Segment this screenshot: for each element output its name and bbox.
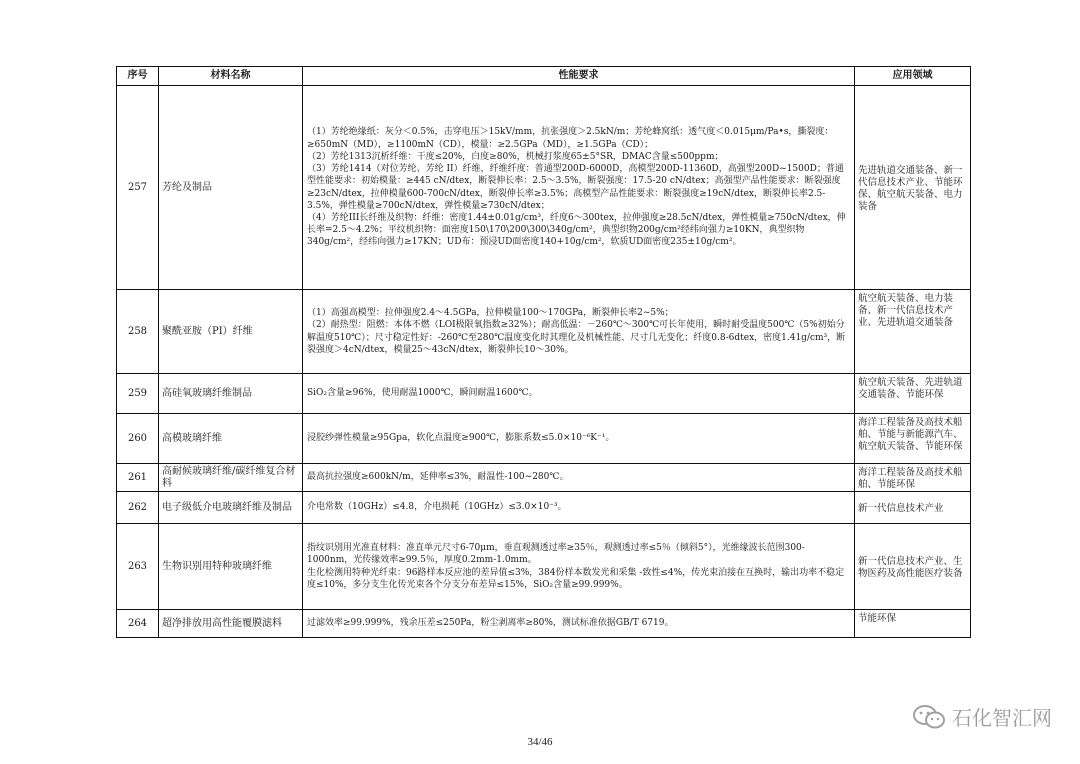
table-row: [117, 464, 971, 492]
row-number: 262: [117, 492, 159, 524]
watermark: [912, 702, 1052, 731]
material-name: 高耐候玻璃纤维/碳纤维复合材料: [159, 464, 303, 492]
performance-text: 最高抗拉强度≥600kN/m，延伸率≤3%，耐温性-100~280℃。: [303, 464, 855, 492]
material-name: 生物识别用特种玻璃纤维: [159, 524, 303, 610]
material-name: 高硅氧玻璃纤维制品: [159, 374, 303, 414]
req-line: （2）芳纶1313沉析纤维：干度≤20%，白度≥80%，机械打浆度65±5°SR，DMAC含量≤500ppm；: [307, 151, 724, 162]
row-number: 263: [117, 524, 159, 610]
req-line: 指纹识别用光准直材料：准直单元尺寸6-70μm，垂直观测透过率≥35％，观测透过率≤5％（倾斜5°），光维缘波长范围300-1000nm，光传缘效率≥99.5％，厚度0.2mm-1.0mm。: [307, 543, 805, 566]
performance-text: SiO₂含量≥96%，使用耐温1000℃，瞬间耐温1600℃。: [303, 374, 855, 414]
performance-text: [303, 290, 855, 374]
req-line: （2）耐热型：阻燃：本体不燃（LOI极限氧指数≥32%）；耐高低温：－260℃～300℃可长年使用，瞬时耐受温度500℃（5%初始分解温度510℃）；尺寸稳定性好：-260℃至280℃温度变化时其理化及机械性能、尺寸几无变化；纤度0.8-6dtex，密度1.41g/cm³，断裂强度＞4cN/dtex，模量25～43cN/dtex，断裂伸长10～30%。: [307, 320, 846, 355]
page-number: 34/46: [527, 736, 553, 748]
watermark-text: 石化智汇网: [952, 706, 1052, 730]
row-number: 260: [117, 414, 159, 464]
row-number: 257: [117, 86, 159, 290]
application-field: 新一代信息技术产业、生物医药及高性能医疗装备: [855, 524, 971, 610]
header-serial: 序号: [117, 67, 159, 86]
material-name: 芳纶及制品: [159, 86, 303, 290]
material-name: 聚酰亚胺（PI）纤维: [159, 290, 303, 374]
header-application: 应用领域: [855, 67, 971, 86]
table-row: [117, 290, 971, 374]
performance-text: [303, 86, 855, 290]
wechat-icon: [912, 704, 946, 730]
performance-text: 浸胶纱弹性模量≥95Gpa，软化点温度≥900℃，膨胀系数≤5.0×10⁻⁶K⁻¹。: [303, 414, 855, 464]
table-row: [117, 374, 971, 414]
header-material-name: 材料名称: [159, 67, 303, 86]
row-number: 259: [117, 374, 159, 414]
table-header-row: [117, 67, 971, 86]
application-field: 节能环保: [855, 610, 971, 638]
header-performance: 性能要求: [303, 67, 855, 86]
performance-text: 介电常数（10GHz）≤4.8，介电损耗（10GHz）≤3.0×10⁻³。: [303, 492, 855, 524]
table-row: [117, 414, 971, 464]
table-row: [117, 610, 971, 638]
table-row: [117, 492, 971, 524]
req-line: （4）芳纶III长纤维及织物：纤维：密度1.44±0.01g/cm³，纤度6～300tex，拉伸强度≥28.5cN/dtex，弹性模量≥750cN/dtex，伸长率=2.5～4.2%；平纹机织物：面密度150\170\200\300\340g/cm²，典型织物200g/cm²经纬向强力≥10KN，典型织物340g/cm²，经纬向强力≥17KN；UD布：预浸UD面密度140+10g/cm²，软质UD面密度235±10g/cm²。: [307, 212, 846, 248]
req-line: （3）芳纶1414（对位芳纶、芳纶 II）纤维，纤维纤度：普通型200D-6000D，高模型200D-11360D，高强型200D~1500D；普通型性能要求：初始模量：≥445 cN/dtex，断裂伸长率：2.5～3.5%，断裂强度：17.5-20 cN/dtex；高强型产品性能要求：断裂强度≥23cN/dtex，拉伸模量600-700cN/dtex，断裂伸长率≥3.5%；高模型产品性能要求：断裂强度≥19cN/dtex，断裂伸长率2.5-3.5%，弹性模量≥700cN/dtex，弹性模量≥730cN/dtex；: [307, 164, 844, 211]
application-field: 航空航天装备、电力装备、新一代信息技术产业、先进轨道交通装备: [855, 290, 971, 374]
application-field: 先进轨道交通装备、新一代信息技术产业、节能环保、航空航天装备、电力装备: [855, 86, 971, 290]
table-row: [117, 524, 971, 610]
table-row: [117, 86, 971, 290]
materials-table: [116, 66, 971, 638]
application-field: 海洋工程装备及高技术船舶、节能与新能源汽车、航空航天装备、节能环保: [855, 414, 971, 464]
material-name: 超净排放用高性能覆膜滤料: [159, 610, 303, 638]
row-number: 264: [117, 610, 159, 638]
application-field: 航空航天装备、先进轨道交通装备、节能环保: [855, 374, 971, 414]
performance-text: [303, 524, 855, 610]
material-name: 电子级低介电玻璃纤维及制品: [159, 492, 303, 524]
material-name: 高模玻璃纤维: [159, 414, 303, 464]
req-line: 生化检测用特种光纤束：96路样本反应池的差异值≤3%，384份样本数发光和采集 -致性≤4%，传光束泊接在互换时，输出功率不稳定度≤10%，多分支生化传光束各个分支分布差异≤15%，SiO₂含量≥99.999%。: [307, 567, 845, 590]
req-line: （1）芳纶绝缘纸：灰分＜0.5%，击穿电压＞15kV/mm，抗张强度＞2.5kN/m；芳纶蜂窝纸：透气度＜0.015μm/Pa•s，撕裂度：≥650mN（MD），≥1100mN（CD），模量：≥2.5GPa（MD），≥1.5GPa（CD）；: [307, 127, 834, 150]
performance-text: 过滤效率≥99.999%，残余压差≤250Pa，粉尘剥离率≥80%，测试标准依据GB/T 6719。: [303, 610, 855, 638]
row-number: 261: [117, 464, 159, 492]
row-number: 258: [117, 290, 159, 374]
application-field: 新一代信息技术产业: [855, 492, 971, 524]
req-line: （1）高强高模型：拉伸强度2.4～4.5GPa，拉伸模量100～170GPa，断裂伸长率2~5%；: [307, 308, 674, 319]
application-field: 海洋工程装备及高技术船舶、节能环保: [855, 464, 971, 492]
